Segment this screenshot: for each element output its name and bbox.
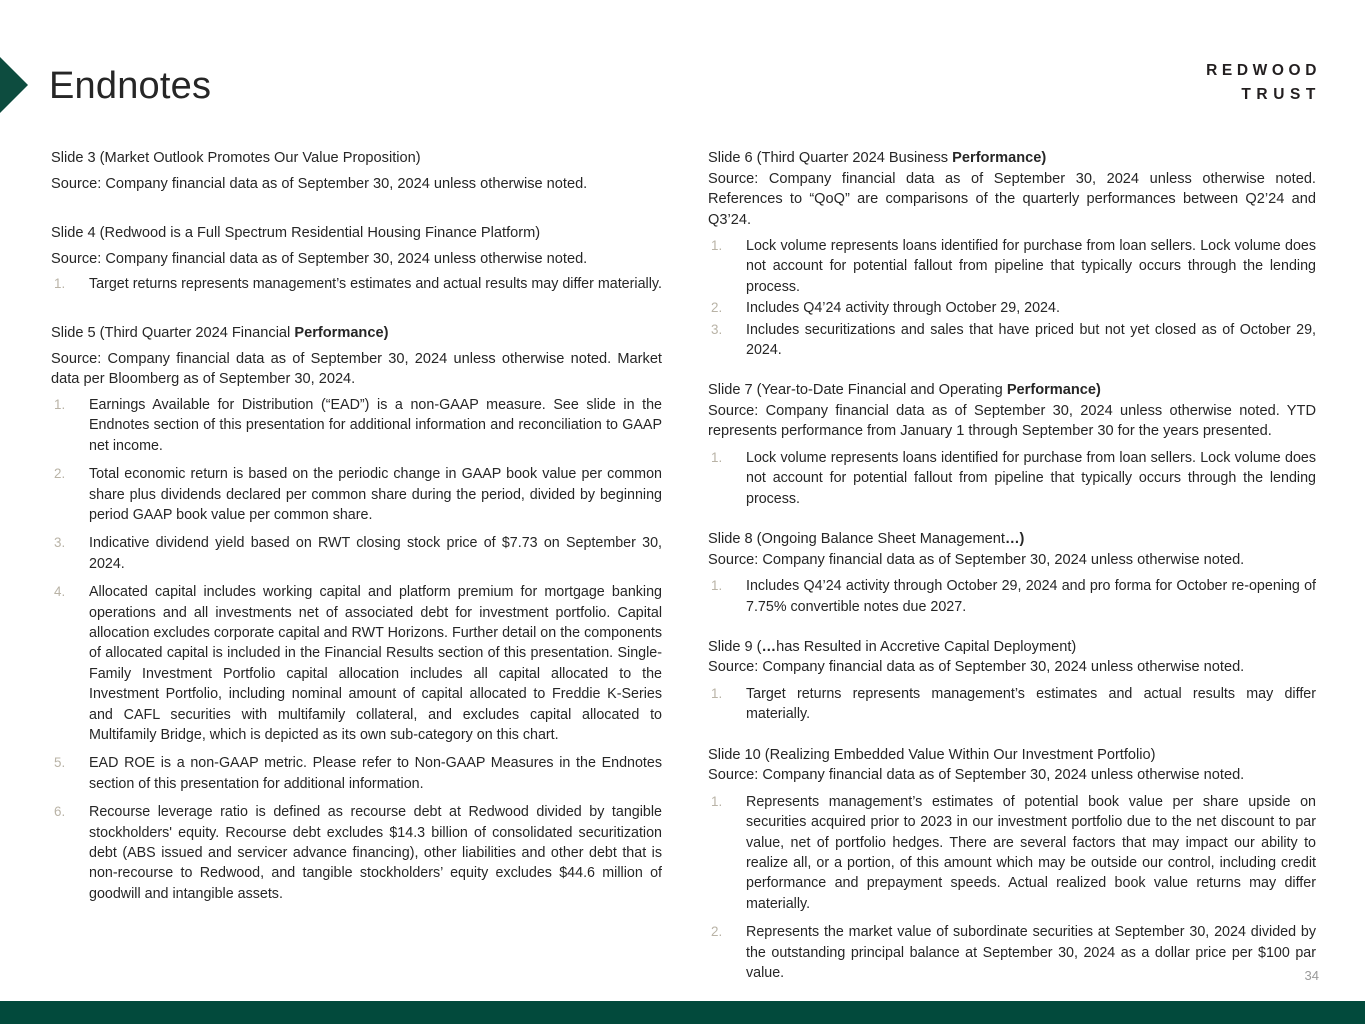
endnote-item-text: Includes Q4’24 activity through October 29, 2024 and pro forma for October re-opening of 7.75% convertible notes due 2027. xyxy=(746,578,1316,615)
endnote-item xyxy=(51,274,662,294)
endnote-item-marker: 1. xyxy=(711,793,723,809)
endnote-item-marker: 1. xyxy=(711,685,723,701)
endnotes-column-left xyxy=(51,148,662,904)
endnote-section xyxy=(51,223,662,294)
page-title: Endnotes xyxy=(49,65,212,107)
endnote-item-text: Target returns represents management’s estimates and actual results may differ materially. xyxy=(89,276,662,292)
brand-name-line1: REDWOOD xyxy=(1206,62,1321,79)
slide-header xyxy=(0,0,1365,130)
endnote-item-text: Represents the market value of subordinate securities at September 30, 2024 divided by the outstanding principal balance at September 30, 2024 as a dollar price per $100 par value. xyxy=(746,924,1316,982)
endnote-item-marker: 1. xyxy=(54,276,66,291)
endnote-list xyxy=(708,792,1316,984)
endnote-section-source: Source: Company financial data as of September 30, 2024 unless otherwise noted. xyxy=(51,175,588,192)
heading-prefix: Slide 9 ( xyxy=(708,638,762,655)
endnote-item xyxy=(708,576,1316,617)
endnote-item xyxy=(708,320,1316,361)
endnote-item xyxy=(51,395,662,456)
endnote-section xyxy=(708,745,1316,984)
endnote-item xyxy=(708,236,1316,297)
heading-prefix: Slide 4 (Redwood is a Full Spectrum Residential Housing Finance Platform) xyxy=(51,225,541,241)
endnote-item-marker: 1. xyxy=(711,238,723,253)
endnote-section-source: Source: Company financial data as of September 30, 2024 unless otherwise noted. YTD represents performance from January 1 through September 30 for the years presented. xyxy=(708,402,1316,440)
endnote-item xyxy=(51,464,662,525)
endnote-item xyxy=(51,533,662,574)
endnote-section xyxy=(708,380,1316,509)
endnote-section xyxy=(51,323,662,904)
heading-bold: Performance) xyxy=(294,325,389,342)
endnote-item-marker: 5. xyxy=(54,755,66,771)
heading-bold: Performance) xyxy=(952,150,1047,166)
triangle-right-icon xyxy=(0,57,28,113)
endnote-item-text: Includes securitizations and sales that have priced but not yet closed as of October 29, 2024. xyxy=(746,321,1316,359)
endnote-section-heading xyxy=(51,323,662,344)
endnote-section-heading xyxy=(708,148,1316,169)
endnote-section-source: Source: Company financial data as of September 30, 2024 unless otherwise noted. References to “QoQ” are comparisons of the quarterly performances between Q2’24 and Q3’24. xyxy=(708,170,1316,228)
endnote-item-marker: 3. xyxy=(54,535,66,551)
heading-bold: …) xyxy=(1004,531,1025,548)
endnote-section xyxy=(708,529,1316,617)
endnote-item-marker: 2. xyxy=(54,466,66,482)
redwood-trust-logo xyxy=(1206,59,1321,107)
endnote-item-marker: 1. xyxy=(711,578,723,594)
endnote-item-marker: 2. xyxy=(711,300,723,316)
heading-prefix: Slide 7 (Year-to-Date Financial and Operating xyxy=(708,382,1007,399)
endnotes-column-right xyxy=(708,148,1316,983)
endnote-list xyxy=(708,684,1316,725)
endnote-item xyxy=(708,298,1316,318)
endnote-section-heading xyxy=(51,223,662,244)
endnote-item-text: Includes Q4’24 activity through October 29, 2024. xyxy=(746,300,1060,317)
endnote-section-heading xyxy=(708,745,1316,766)
endnote-section-source: Source: Company financial data as of September 30, 2024 unless otherwise noted. xyxy=(708,767,1245,784)
heading-prefix: Slide 5 (Third Quarter 2024 Financial xyxy=(51,325,295,342)
endnote-item-marker: 1. xyxy=(711,449,723,465)
endnote-section xyxy=(51,148,662,194)
endnote-list xyxy=(708,576,1316,617)
endnote-list xyxy=(51,274,662,294)
endnote-item-text: Target returns represents management’s estimates and actual results may differ materially. xyxy=(746,685,1316,723)
endnote-section-source: Source: Company financial data as of September 30, 2024 unless otherwise noted. xyxy=(708,659,1245,676)
endnote-item-marker: 4. xyxy=(54,584,66,600)
endnote-section-source: Source: Company financial data as of September 30, 2024 unless otherwise noted. xyxy=(51,250,588,267)
endnote-list xyxy=(708,236,1316,360)
endnote-item-text: Lock volume represents loans identified for purchase from loan sellers. Lock volume does not account for potential fallout from pipeline that typically occurs through the lending process. xyxy=(746,238,1316,295)
endnote-item xyxy=(708,792,1316,914)
endnote-section-source: Source: Company financial data as of September 30, 2024 unless otherwise noted. Market data per Bloomberg as of September 30, 2024. xyxy=(51,350,662,388)
endnote-section-heading xyxy=(708,637,1316,658)
endnote-list xyxy=(708,448,1316,509)
heading-prefix: Slide 8 (Ongoing Balance Sheet Management xyxy=(708,531,1005,548)
heading-suffix: has Resulted in Accretive Capital Deployment) xyxy=(776,638,1077,655)
endnote-section xyxy=(708,637,1316,725)
endnote-section-source: Source: Company financial data as of September 30, 2024 unless otherwise noted. xyxy=(708,551,1245,568)
footer-bar xyxy=(0,1001,1365,1024)
endnote-item-text: Indicative dividend yield based on RWT closing stock price of $7.73 on September 30, 2024. xyxy=(89,535,662,572)
page-number: 34 xyxy=(1304,968,1319,983)
endnote-item-text: Lock volume represents loans identified for purchase from loan sellers. Lock volume does not account for potential fallout from pipeline that typically occurs through the lending process. xyxy=(746,449,1316,507)
endnote-item-marker: 3. xyxy=(711,321,723,337)
endnote-section-heading xyxy=(708,529,1316,550)
heading-bold: … xyxy=(761,638,777,655)
endnote-item-text: Allocated capital includes working capital and platform premium for mortgage banking operations and all investments net of associated debt for investment portfolio. Capital allocation excludes corporate capital and RWT Horizons. Further detail on the components of allocated capital is included in the Financial Results section of this presentation. Single-Family Investment Portfolio capital allocation includes all capital allocated to the Investment Portfolio, including nominal amount of capital allocated to Freddie K-Series and CAFL securities with multifamily collateral, and excludes capital allocated to Multifamily Bridge, which is depicted as its own sub-category on this chart. xyxy=(89,584,662,743)
endnote-section-heading xyxy=(708,380,1316,401)
endnote-item-text: Recourse leverage ratio is defined as recourse debt at Redwood divided by tangible stockholders' equity. Recourse debt excludes $14.3 billion of consolidated securitization debt (ABS issued and servicer advance financing), other liabilities and other debt that is non-recourse to Redwood, and tangible stockholders’ equity excludes $44.6 million of goodwill and intangible assets. xyxy=(89,804,662,902)
endnote-item xyxy=(708,448,1316,509)
endnote-item-text: Total economic return is based on the periodic change in GAAP book value per common share plus dividends declared per common share during the period, divided by beginning period GAAP book value per common share. xyxy=(89,466,662,523)
endnote-item-text: Represents management’s estimates of potential book value per share upside on securities acquired prior to 2023 in our investment portfolio due to the net discount to par value, net of portfolio hedges. There are several factors that may impact our ability to realize all, or a portion, of this amount which may be outside our control, including credit performance and prepayment speeds. Actual realized book value returns may differ materially. xyxy=(746,793,1316,912)
heading-prefix: Slide 10 (Realizing Embedded Value Within Our Investment Portfolio) xyxy=(708,746,1156,763)
endnote-item-marker: 6. xyxy=(54,804,66,820)
heading-prefix: Slide 3 (Market Outlook Promotes Our Value Proposition) xyxy=(51,150,421,166)
brand-name-line2: TRUST xyxy=(1241,86,1321,103)
endnote-item xyxy=(708,684,1316,725)
endnote-item xyxy=(708,922,1316,983)
endnote-item xyxy=(51,753,662,794)
endnote-section xyxy=(708,148,1316,360)
endnote-item-marker: 1. xyxy=(54,396,66,412)
endnote-item xyxy=(51,582,662,745)
endnote-section-heading xyxy=(51,148,662,169)
endnote-list xyxy=(51,395,662,904)
heading-prefix: Slide 6 (Third Quarter 2024 Business xyxy=(708,150,953,166)
endnote-item xyxy=(51,802,662,904)
endnote-item-text: EAD ROE is a non-GAAP metric. Please refer to Non-GAAP Measures in the Endnotes section of this presentation for additional information. xyxy=(89,755,662,792)
endnote-item-text: Earnings Available for Distribution (“EAD”) is a non-GAAP measure. See slide in the Endnotes section of this presentation for additional information and reconciliation to GAAP net income. xyxy=(89,396,662,454)
endnote-item-marker: 2. xyxy=(711,924,723,940)
heading-bold: Performance) xyxy=(1006,382,1101,399)
